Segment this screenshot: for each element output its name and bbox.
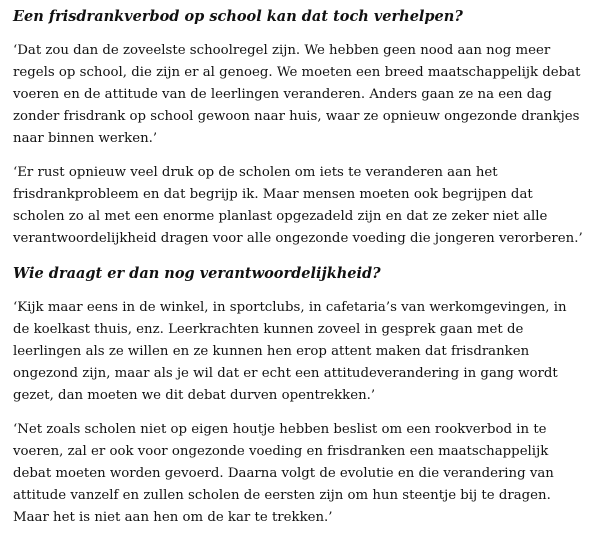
paragraph-kijk-in-winkel: ‘Kijk maar eens in de winkel, in sportclubs, in cafetaria’s van werkomgevingen, in de koelkast thuis, enz. Leerkrachten kunnen zoveel in gesprek gaan met de leerlingen als ze willen en ze kunnen hen erop attent maken dat frisdranken ongezond zijn, maar als je wil dat er echt een attitudeverandering in gang wordt gezet, dan moeten we dit debat durven opentrekken.’ — [13, 300, 567, 403]
article-body — [13, 6, 583, 529]
section-heading-verantwoordelijkheid: Wie draagt er dan nog verantwoordelijkheid? — [13, 265, 381, 282]
section-heading-frisdrankverbod: Een frisdrankverbod op school kan dat toch verhelpen? — [13, 8, 463, 25]
paragraph-rookverbod: ‘Net zoals scholen niet op eigen houtje hebben beslist om een rookverbod in te voeren, zal er ook voor ongezonde voeding en frisdranken een maatschappelijk debat moeten worden gevoerd. Daarna volgt de evolutie en die verandering van attitude vanzelf en zullen scholen de eersten zijn om hun steentje bij te dragen. Maar het is niet aan hen om de kar te trekken.’ — [13, 422, 554, 525]
paragraph-druk-op-scholen: ‘Er rust opnieuw veel druk op de scholen om iets te veranderen aan het frisdrankprobleem en dat begrijp ik. Maar mensen moeten ook begrijpen dat scholen zo al met een enorme planlast opgezadeld zijn en dat ze zeker niet alle verantwoordelijkheid dragen voor alle ongezonde voeding die jongeren verorberen.’ — [13, 165, 583, 246]
paragraph-schoolregel: ‘Dat zou dan de zoveelste schoolregel zijn. We hebben geen nood aan nog meer regels op school, die zijn er al genoeg. We moeten een breed maatschappelijk debat voeren en de attitude van de leerlingen veranderen. Anders gaan ze na een dag zonder frisdrank op school gewoon naar huis, waar ze opnieuw ongezonde drankjes naar binnen werken.’ — [13, 43, 581, 146]
